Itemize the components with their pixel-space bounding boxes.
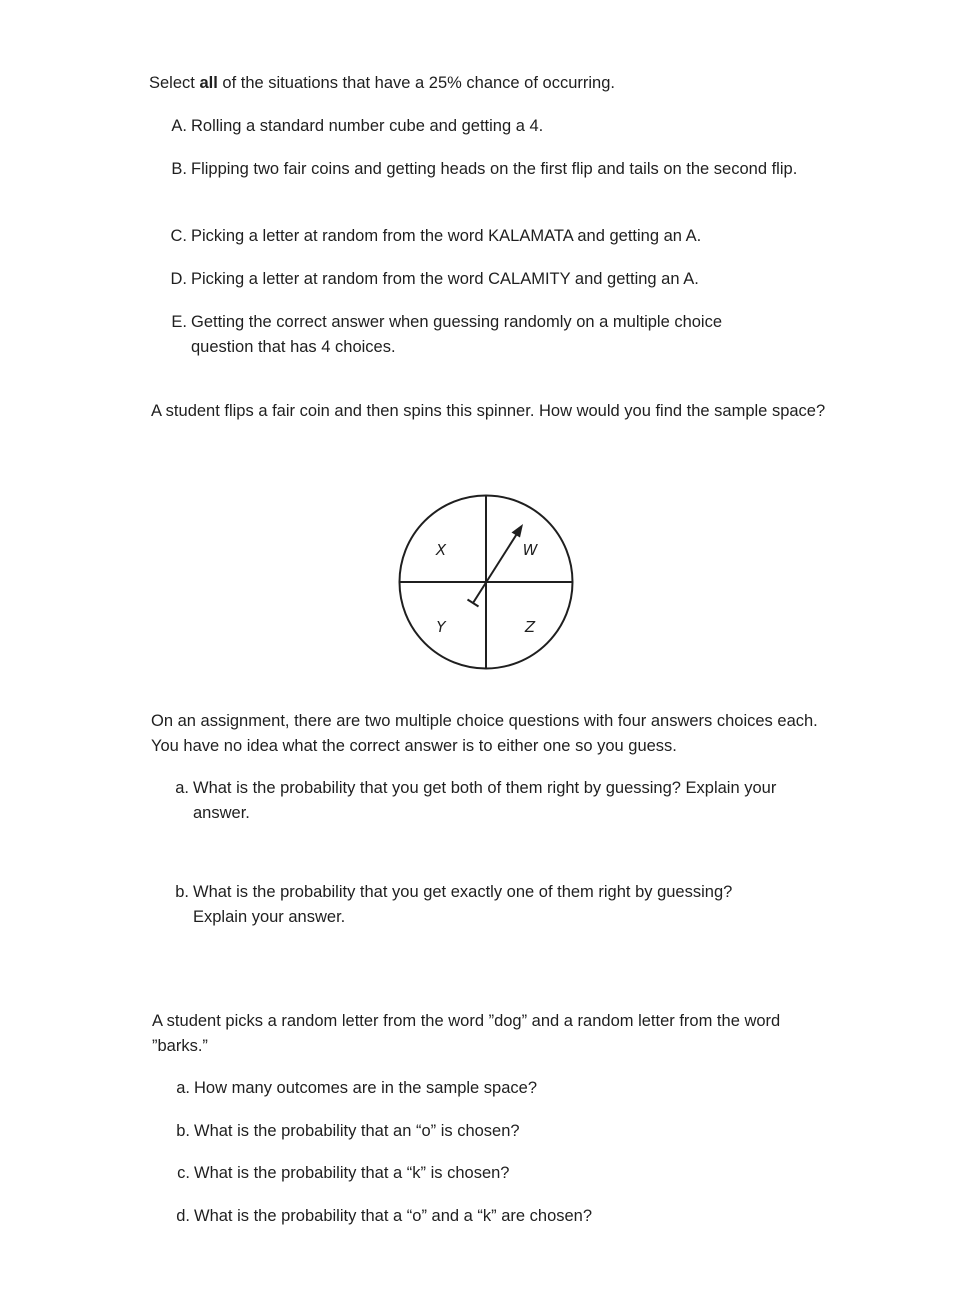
spinner-arrow-head <box>512 524 524 538</box>
question-1-prompt: Select all of the situations that have a 25% chance of occurring. <box>149 74 615 92</box>
option-d: D. Picking a letter at random from the word CALAMITY and getting an A. <box>170 270 699 288</box>
spinner-label-x: X <box>435 541 447 559</box>
spinner-label-z: Z <box>524 618 536 636</box>
spinner-label-y: Y <box>436 618 446 636</box>
question-3-part-b: b. What is the probability that you get exactly one of them right by guessing? Explain your answer. <box>175 883 733 926</box>
spinner-arrow-tail <box>468 600 479 607</box>
question-1 <box>149 71 829 96</box>
question-2 <box>151 399 831 424</box>
spinner-arrow-shaft <box>473 529 520 603</box>
question-3 <box>151 709 831 758</box>
question-4 <box>152 1009 832 1058</box>
option-a: A. Rolling a standard number cube and getting a 4. <box>171 117 544 135</box>
option-b: B. Flipping two fair coins and getting heads on the first flip and tails on the second flip. <box>171 160 798 178</box>
question-4-part-a: a. How many outcomes are in the sample space? <box>176 1079 538 1097</box>
question-4-part-d: d. What is the probability that a “o” and a “k” are chosen? <box>176 1207 593 1225</box>
question-2-prompt: A student flips a fair coin and then spins this spinner. How would you find the sample space? <box>151 402 826 420</box>
question-4-part-c: c. What is the probability that a “k” is chosen? <box>177 1164 510 1182</box>
spinner-label-w: W <box>522 541 538 559</box>
question-3-prompt: On an assignment, there are two multiple choice questions with four answers choices each. You have no idea what the correct answer is to either one so you guess. <box>151 712 818 755</box>
question-4-part-b: b. What is the probability that an “o” is chosen? <box>176 1122 520 1140</box>
question-4-prompt: A student picks a random letter from the word ”dog” and a random letter from the word ”barks.” <box>152 1012 781 1055</box>
question-3-part-a: a. What is the probability that you get both of them right by guessing? Explain your answer. <box>175 779 777 822</box>
option-c: C. Picking a letter at random from the word KALAMATA and getting an A. <box>170 227 702 245</box>
spinner-figure <box>396 493 576 673</box>
option-e: E. Getting the correct answer when guessing randomly on a multiple choice question that has 4 choices. <box>171 313 723 356</box>
